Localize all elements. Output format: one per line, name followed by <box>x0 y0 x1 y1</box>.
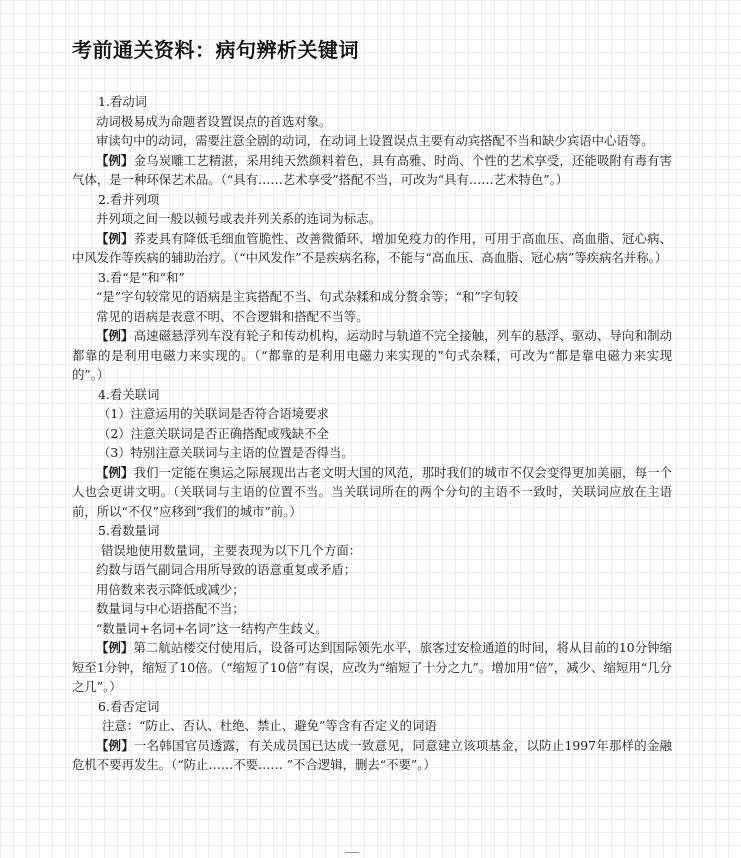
example-paragraph <box>72 229 672 268</box>
example-text: 我们一定能在奥运之际展现出古老文明大国的风范，那时我们的城市不仅会变得更加美丽，每一个人也会更讲文明。（关联词与主语的位置不当。当关联词所在的两个分句的主语不一致时，关联词应放在主语前，所以“不仅”应移到“我们的城市”前。） <box>72 464 673 519</box>
list-item: 数量词与中心语搭配不当； <box>96 601 245 616</box>
section-heading: 2.看并列项 <box>98 191 160 207</box>
example-tag: 【例】 <box>96 737 134 753</box>
section-heading: 4.看关联词 <box>98 386 160 402</box>
paragraph: 常见的语病是表意不明、不合逻辑和搭配不当等。 <box>96 308 369 324</box>
list-item: “数量词+名词+名词”这一结构产生歧义。 <box>96 620 328 636</box>
paragraph: 审读句中的动词，需要注意全剧的动词，在动词上设置误点主要有动宾搭配不当和缺少宾语中心语等。 <box>96 133 654 148</box>
example-text: 金乌炭雕工艺精湛，采用纯天然颜料着色，具有高雅、时尚、个性的艺术享受，还能吸附有毒有害气体，是一种环保艺术品。（“具有……艺术享受”搭配不当，可改为“具有……艺术特色”。） <box>72 152 673 187</box>
list-item: 约数与语气副词合用所导致的语意重复或矛盾； <box>96 562 357 577</box>
document-body <box>72 92 672 775</box>
list-item: （1）注意运用的关联词是否符合语境要求 <box>98 406 329 421</box>
page-title: 考前通关资料：病句辨析关键词 <box>72 38 359 62</box>
list-item: （3）特别注意关联词与主语的位置是否得当。 <box>98 445 354 460</box>
example-text: 一名韩国官员透露，有关成员国已达成一致意见，同意建立该项基金，以防止1997年那样的金融危机不要再发生。（“防止……不要…… ”不合逻辑，删去“不要”。） <box>72 737 673 772</box>
section-heading: 3.看“是”和“和” <box>98 269 185 285</box>
example-tag: 【例】 <box>96 464 134 480</box>
example-text: 第二航站楼交付使用后，设备可达到国际领先水平，旅客过安检通道的时间，将从目前的10分钟缩短至1分钟，缩短了10倍。（“缩短了10倍”有误，应改为“缩短了十分之九”。增加用“倍”，减少、缩短用“几分之几”。） <box>72 640 672 694</box>
paragraph: 错误地使用数量词，主要表现为以下几个方面： <box>101 542 362 558</box>
example-paragraph <box>72 638 672 697</box>
example-text: 高速磁悬浮列车没有轮子和传动机构，运动时与轨道不完全接触，列车的悬浮、驱动、导向和制动都靠的是利用电磁力来实现的。（“都靠的是利用电磁力来实现的”句式杂糅，可改为“都是靠电磁力来实现的”。） <box>72 328 673 382</box>
paragraph: 注意：“防止、否认、杜绝、禁止、避免”等含有否定义的词语 <box>102 718 437 733</box>
example-paragraph <box>72 736 672 775</box>
example-paragraph <box>72 151 672 190</box>
page-footer-mark <box>345 852 359 856</box>
section-heading: 1.看动词 <box>98 94 147 109</box>
list-item: 用倍数来表示降低或减少； <box>96 581 245 597</box>
example-tag: 【例】 <box>96 230 134 246</box>
section-heading: 5.看数量词 <box>98 523 160 538</box>
example-paragraph <box>72 463 672 522</box>
example-tag: 【例】 <box>96 328 134 343</box>
example-tag: 【例】 <box>96 152 134 168</box>
example-paragraph <box>72 326 672 385</box>
paragraph: 并列项之间一般以顿号或表并列关系的连词为标志。 <box>96 211 381 226</box>
paragraph: 动词极易成为命题者设置误点的首选对象。 <box>96 113 332 129</box>
section-heading: 6.看否定词 <box>98 698 160 714</box>
list-item: （2）注意关联词是否正确搭配或残缺不全 <box>98 425 329 441</box>
example-text: 荞麦具有降低毛细血管脆性、改善微循环、增加免疫力的作用，可用于高血压、高血脂、冠心病、中风发作等疾病的辅助治疗。（“中风发作”不是疾病名称，不能与“高血压、高血脂、冠心病”等疾病名并称。） <box>72 230 673 265</box>
paragraph: “是”字句较常见的语病是主宾搭配不当、句式杂糅和成分赘余等；“和”字句较 <box>96 289 518 304</box>
example-tag: 【例】 <box>96 640 134 655</box>
